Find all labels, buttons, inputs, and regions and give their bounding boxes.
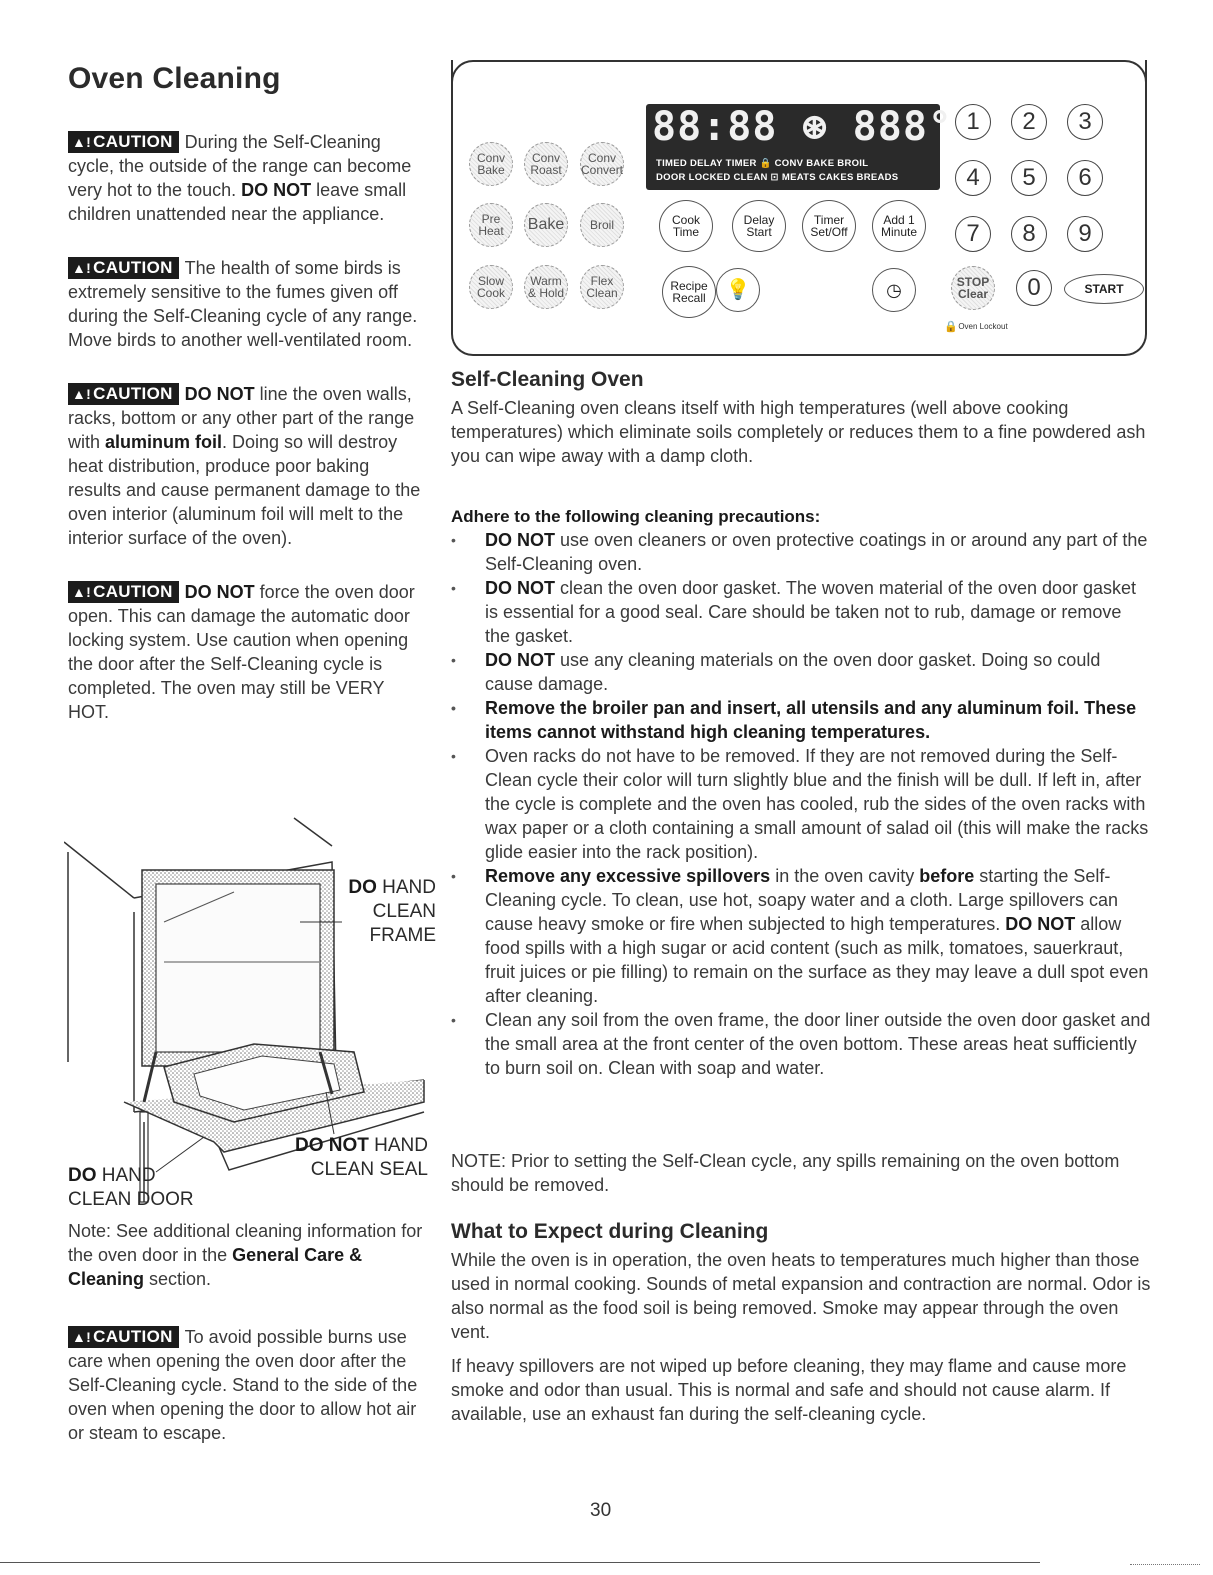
list-item: • DO NOT clean the oven door gasket. The woven material of the oven door gasket is essential for a good seal. Care should be taken not to rub, damage or remove the gasket. — [451, 576, 1151, 648]
paragraph-expect-1: While the oven is in operation, the oven heats to temperatures much higher than those used in normal cooking. Sounds of metal expansion and contraction are normal. Odor is also normal as the food soil is being removed. Smoke may appear through the oven vent. — [451, 1250, 1151, 1342]
digit-9-button[interactable]: 9 — [1067, 216, 1103, 252]
cook-time-button[interactable]: Cook Time — [659, 200, 713, 252]
digit-5-button[interactable]: 5 — [1011, 160, 1047, 196]
page-number: 30 — [590, 1500, 612, 1521]
caution-door: ▲! CAUTION DO NOT force the oven door open. This can damage the automatic door locking system. Use caution when opening the door after the Self-Cleaning cycle is completed. The oven may still be VERY HOT. — [68, 582, 415, 722]
caution-badge: ▲! CAUTION — [68, 383, 179, 405]
caution-badge: ▲! CAUTION — [68, 257, 179, 279]
digit-2-button[interactable]: 2 — [1011, 104, 1047, 140]
bottom-dots — [1130, 1564, 1200, 1566]
list-item: • Clean any soil from the oven frame, the door liner outside the oven door gasket and the small area at the front center of the oven bottom. These areas heat sufficiently to burn soil on. Clean with soap and water. — [451, 1008, 1151, 1080]
slow-cook-button[interactable]: Slow Cook — [469, 265, 513, 309]
digit-1-button[interactable]: 1 — [955, 104, 991, 140]
display-indicators-row2: DOOR LOCKED CLEAN ⊡ MEATS CAKES BREADS — [656, 172, 899, 183]
list-item: • Oven racks do not have to be removed. If they are not removed during the Self-Clean cycle their color will turn slightly blue and the finish will be dull. If left in, after the cycle is complete and the oven has cooled, rub the sides of the oven racks with wax paper or a cloth containing a small amount of salad oil (this will make the racks glide easier into the rack position). — [451, 744, 1151, 864]
oven-door-illustration — [64, 812, 436, 1212]
lock-icon: 🔒 — [944, 321, 958, 333]
broil-button[interactable]: Broil — [580, 203, 624, 247]
digit-7-button[interactable]: 7 — [955, 216, 991, 252]
warning-triangle-icon: ▲! — [72, 1329, 92, 1345]
heading-precautions: Adhere to the following cleaning precautions: — [451, 507, 821, 526]
caution-badge: ▲! CAUTION — [68, 1326, 179, 1348]
preheat-button[interactable]: Pre Heat — [469, 203, 513, 247]
warning-triangle-icon: ▲! — [72, 584, 92, 600]
caution-badge: ▲! CAUTION — [68, 131, 179, 153]
conv-bake-button[interactable]: Conv Bake — [469, 142, 513, 186]
digit-6-button[interactable]: 6 — [1067, 160, 1103, 196]
digit-3-button[interactable]: 3 — [1067, 104, 1103, 140]
heading-self-cleaning-oven: Self-Cleaning Oven — [451, 368, 644, 391]
caution-foil: ▲! CAUTION DO NOT line the oven walls, racks, bottom or any other part of the range with aluminum foil. Doing so will destroy heat distribution, produce poor baking results and cause permanent damage to the oven interior (aluminum foil will melt to the interior surface of the oven). — [68, 384, 421, 548]
clock-icon[interactable]: ◷ — [872, 268, 916, 312]
warning-triangle-icon: ▲! — [72, 260, 92, 276]
left-column — [68, 130, 424, 754]
caution-children: ▲! CAUTION During the Self-Cleaning cycle, the outside of the range can become very hot to the touch. DO NOT leave small children unattended near the appliance. — [68, 132, 412, 224]
stop-clear-button[interactable]: STOP Clear — [951, 266, 995, 310]
list-item: • Remove any excessive spillovers in the oven cavity before starting the Self-Cleaning cycle. To clean, use hot, soapy water and a cloth. Large spillovers can cause heavy smoke or fire when subjected to high temperatures. DO NOT allow food spills with a high sugar or acid content (such as milk, tomatoes, sauerkraut, fruit juices or pie filling) to remain on the surface as they may leave a dull spot even after cleaning. — [451, 864, 1151, 1008]
display-digits: 88:88 ⊛ 888° — [652, 104, 953, 150]
list-item: • Remove the broiler pan and insert, all utensils and any aluminum foil. These items cannot withstand high cleaning temperatures. — [451, 696, 1151, 744]
caution-birds: ▲! CAUTION The health of some birds is extremely sensitive to the fumes given off during the Self-Cleaning cycle of any range. Move birds to another well-ventilated room. — [68, 258, 418, 350]
paragraph-self-cleaning: A Self-Cleaning oven cleans itself with high temperatures (well above cooking temperatures) which eliminate soils completely or reduces them to a fine powdered ash you can wipe away with a damp cloth. — [451, 398, 1146, 466]
label-do-not-hand-clean-seal: DO NOT HAND CLEAN SEAL — [294, 1135, 428, 1180]
heading-what-to-expect: What to Expect during Cleaning — [451, 1220, 769, 1243]
caution-burns: ▲! CAUTION To avoid possible burns use care when opening the oven door after the Self-Cleaning cycle. Stand to the side of the oven when opening the door to allow hot air or steam to escape. — [68, 1327, 418, 1443]
flex-clean-button[interactable]: Flex Clean — [580, 265, 624, 309]
conv-roast-button[interactable]: Conv Roast — [524, 142, 568, 186]
start-button[interactable]: START — [1064, 274, 1144, 304]
timer-set-off-button[interactable]: Timer Set/Off — [802, 200, 856, 252]
paragraph-expect-2: If heavy spillovers are not wiped up before cleaning, they may flame and cause more smoke and odor than usual. This is normal and safe and should not cause alarm. If available, use an exhaust fan during the self-cleaning cycle. — [451, 1356, 1127, 1424]
page-title: Oven Cleaning — [68, 62, 281, 95]
bottom-rule — [0, 1562, 1040, 1563]
add-minute-button[interactable]: Add 1 Minute — [872, 200, 926, 252]
warning-triangle-icon: ▲! — [72, 134, 92, 150]
list-item: • DO NOT use oven cleaners or oven protective coatings in or around any part of the Self-Cleaning oven. — [451, 528, 1151, 576]
precautions-list — [451, 528, 1151, 1080]
note-general-care: Note: See additional cleaning information for the oven door in the General Care & Cleaning section. — [68, 1221, 423, 1289]
label-hand-clean-frame: DO HAND CLEAN FRAME — [348, 877, 436, 946]
digit-4-button[interactable]: 4 — [955, 160, 991, 196]
list-item: • DO NOT use any cleaning materials on the oven door gasket. Doing so could cause damage. — [451, 648, 1151, 696]
display-indicators-row1: TIMED DELAY TIMER 🔒 CONV BAKE BROIL — [656, 158, 869, 169]
digit-8-button[interactable]: 8 — [1011, 216, 1047, 252]
warm-hold-button[interactable]: Warm & Hold — [524, 265, 568, 309]
light-bulb-icon[interactable]: 💡 — [716, 268, 760, 312]
bake-button[interactable]: Bake — [524, 203, 568, 247]
digit-0-button[interactable]: 0 — [1016, 270, 1052, 306]
delay-start-button[interactable]: Delay Start — [732, 200, 786, 252]
recipe-recall-button[interactable]: Recipe Recall — [662, 266, 716, 318]
conv-convert-button[interactable]: Conv Convert — [580, 142, 624, 186]
note-spills: NOTE: Prior to setting the Self-Clean cycle, any spills remaining on the oven bottom should be removed. — [451, 1151, 1120, 1195]
label-hand-clean-door: DO HAND CLEAN DOOR — [68, 1165, 194, 1210]
warning-triangle-icon: ▲! — [72, 386, 92, 402]
oven-lockout-label: Oven Lockout — [958, 322, 1008, 331]
caution-badge: ▲! CAUTION — [68, 581, 179, 603]
